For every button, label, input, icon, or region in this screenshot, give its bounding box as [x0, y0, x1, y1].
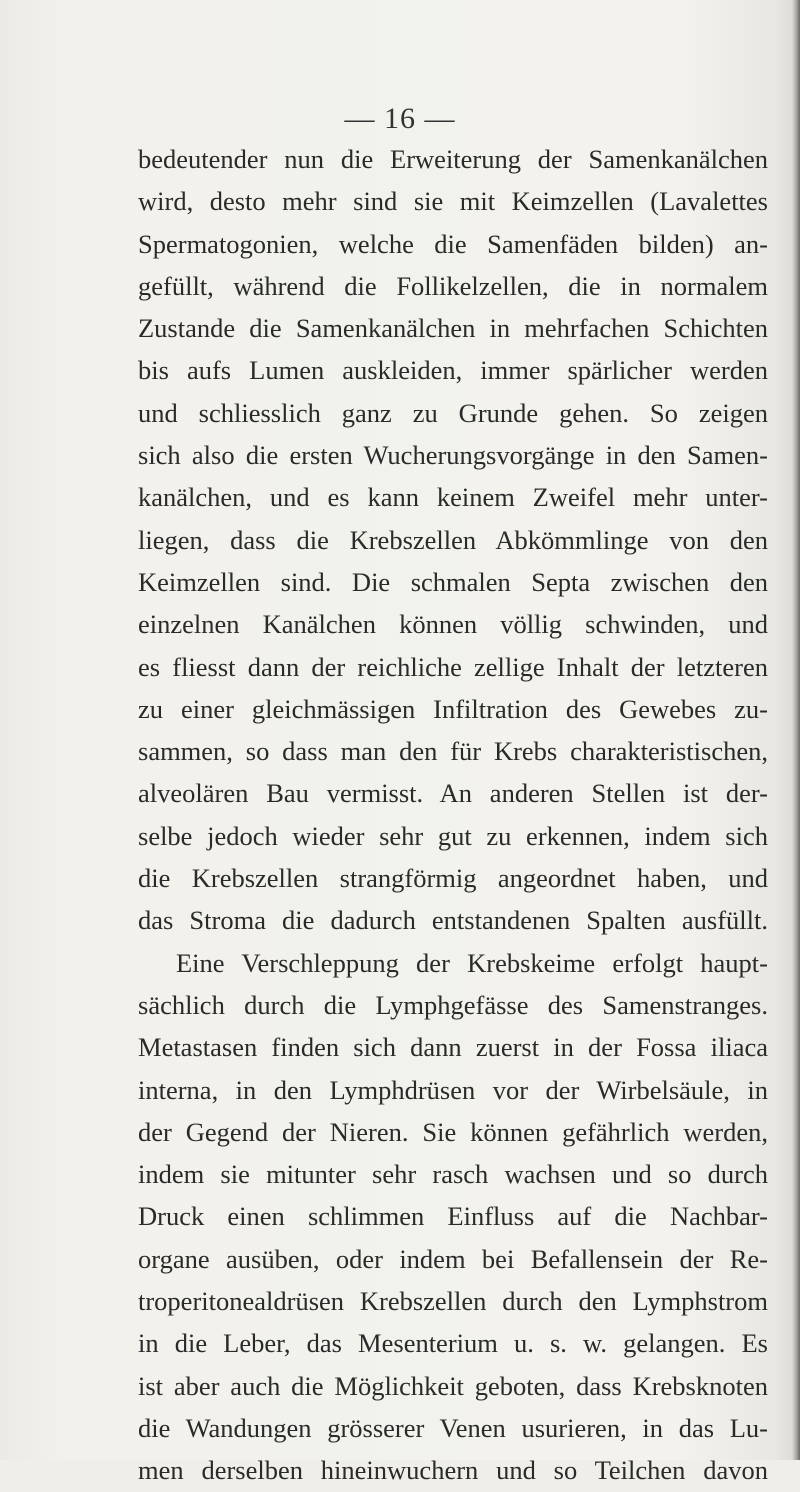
- text-line: interna, in den Lymphdrüsen vor der Wirbelsäule, in: [138, 1074, 768, 1105]
- text-line: in die Leber, das Mesenterium u. s. w. gelangen. Es: [138, 1328, 768, 1359]
- text-line: und schliesslich ganz zu Grunde gehen. So zeigen: [138, 397, 768, 428]
- text-line: bis aufs Lumen auskleiden, immer spärlicher werden: [138, 355, 768, 386]
- text-line: die Wandungen grösserer Venen usurieren, in das Lu-: [138, 1412, 768, 1443]
- text-line: liegen, dass die Krebszellen Abkömmlinge von den: [138, 524, 768, 555]
- text-line: ist aber auch die Möglichkeit geboten, dass Krebsknoten: [138, 1370, 768, 1401]
- body-text: [138, 138, 768, 1492]
- text-line: Keimzellen sind. Die schmalen Septa zwischen den: [138, 566, 768, 597]
- text-line: die Krebszellen strangförmig angeordnet haben, und: [138, 863, 768, 894]
- page-edge-shadow: [792, 0, 800, 1460]
- text-line: kanälchen, und es kann keinem Zweifel mehr unter-: [138, 482, 768, 513]
- text-line: troperitonealdrüsen Krebszellen durch den Lymphstrom: [138, 1286, 768, 1317]
- text-line: bedeutender nun die Erweiterung der Samenkanälchen: [138, 144, 768, 174]
- text-line: men derselben hineinwuchern und so Teilchen davon: [138, 1455, 768, 1486]
- text-line: indem sie mitunter sehr rasch wachsen und so durch: [138, 1159, 768, 1190]
- text-line: selbe jedoch wieder sehr gut zu erkennen, indem sich: [138, 820, 768, 851]
- text-line: zu einer gleichmässigen Infiltration des Gewebes zu-: [138, 693, 768, 724]
- text-line: organe ausüben, oder indem bei Befallensein der Re-: [138, 1243, 768, 1274]
- text-line: sammen, so dass man den für Krebs charakteristischen,: [138, 736, 768, 767]
- page-number: — 16 —: [344, 102, 456, 135]
- paragraph-end-line: das Stroma die dadurch entstandenen Spalten ausfüllt.: [138, 905, 768, 936]
- text-line: der Gegend der Nieren. Sie können gefährlich werden,: [138, 1116, 768, 1147]
- text-line: gefüllt, während die Follikelzellen, die in normalem: [138, 270, 768, 301]
- text-line: sächlich durch die Lymphgefässe des Samenstranges.: [138, 989, 768, 1020]
- text-line: Metastasen finden sich dann zuerst in der Fossa iliaca: [138, 1032, 768, 1063]
- text-line: einzelnen Kanälchen können völlig schwinden, und: [138, 609, 768, 640]
- text-line: Spermatogonien, welche die Samenfäden bilden) an-: [138, 228, 768, 259]
- text-line: alveolären Bau vermisst. An anderen Stellen ist der-: [138, 778, 768, 809]
- text-line: wird, desto mehr sind sie mit Keimzellen (Lavalettes: [138, 186, 768, 217]
- text-line: es fliesst dann der reichliche zellige Inhalt der letzteren: [138, 651, 768, 682]
- text-line: Zustande die Samenkanälchen in mehrfachen Schichten: [138, 313, 768, 344]
- text-line: sich also die ersten Wucherungsvorgänge in den Samen-: [138, 440, 768, 471]
- paragraph-start-line: Eine Verschleppung der Krebskeime erfolgt haupt-: [176, 947, 768, 978]
- text-line: Druck einen schlimmen Einfluss auf die Nachbar-: [138, 1201, 768, 1232]
